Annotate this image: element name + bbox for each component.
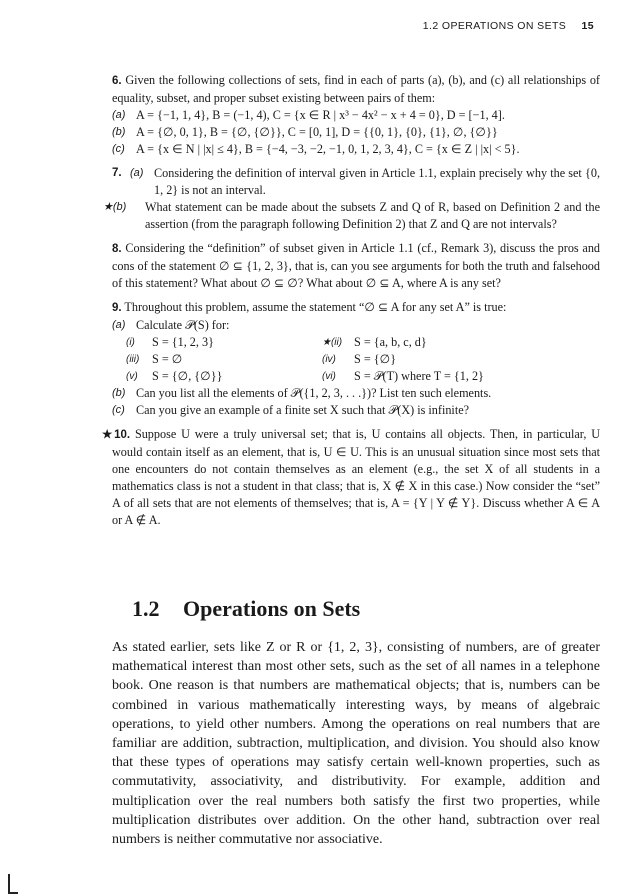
section-heading (132, 596, 360, 622)
exercise-text: Given the following collections of sets, find in each of parts (a), (b), and (c) all relationships of equality, subset, and proper subset existing between pairs of them: (112, 73, 600, 105)
exercise-number: 9. (112, 302, 122, 314)
part-label: (a) (112, 109, 126, 121)
exercise-10 (102, 426, 601, 529)
subpart-label: (vi) (322, 371, 336, 382)
subpart-row (112, 351, 600, 368)
part-text: A = {x ∈ N | |x| ≤ 4}, B = {−4, −3, −2, −1, 0, 1, 2, 3, 4}, C = {x ∈ Z | |x| < 5}. (136, 142, 520, 156)
subpart-text: S = {1, 2, 3} (152, 335, 214, 349)
exercise-number: 8. (112, 243, 122, 255)
subpart-text: S = {∅} (354, 352, 397, 366)
subpart-text: S = {∅, {∅}} (152, 369, 223, 383)
exercise-list (102, 72, 601, 536)
part-text: Calculate 𝒫(S) for: (136, 318, 230, 332)
subpart-row (112, 334, 600, 351)
part-text: Can you list all the elements of 𝒫({1, 2, 3, . . .})? List ten such elements. (136, 386, 492, 400)
subpart-label: (iii) (126, 354, 140, 365)
page-number: 15 (581, 20, 594, 32)
crop-mark (8, 874, 10, 894)
exercise-number: 7. (112, 167, 122, 179)
exercise-part (103, 199, 600, 233)
part-text: Considering the definition of interval given in Article 1.1, explain precisely why the set {0, 1, 2} is not an interval. (154, 166, 600, 197)
exercise-6 (112, 72, 600, 158)
exercise-8 (112, 240, 600, 292)
body-paragraph: As stated earlier, sets like Z or R or {1, 2, 3}, consisting of numbers, are of greater mathematical interest than most other sets, such as the set of all names in a telephone book. One reason is that numbers are mathematical objects; that is, numbers can be combined in various mathematically interesting ways, by means of algebraic operations, to yield other numbers. Among the operations on real numbers that are familiar are addition, subtraction, multiplication, and division. You should also know that these types of operations may satisfy certain well-known properties, such as commutativity, associativity, and distributivity. For example, addition and multiplication over the real numbers both satisfy the first two properties, while multiplication distributes over addition. On the other hand, subtraction over real numbers is neither commutative nor associative. (112, 640, 600, 848)
subpart-label: (i) (126, 337, 135, 348)
part-text: A = {−1, 1, 4}, B = (−1, 4), C = {x ∈ R | x³ − 4x² − x + 4 = 0}, D = [−1, 4]. (136, 108, 505, 122)
part-text: A = {∅, 0, 1}, B = {∅, {∅}}, C = [0, 1], D = {{0, 1}, {0}, {1}, ∅, {∅}} (136, 125, 498, 139)
part-label: (b) (112, 126, 126, 138)
exercise-part (112, 141, 600, 158)
exercise-part (112, 124, 600, 141)
exercise-part (112, 317, 600, 334)
part-label: (b) (112, 387, 126, 399)
header-section: 1.2 OPERATIONS ON SETS (422, 20, 567, 32)
subpart-label: (iv) (322, 354, 336, 365)
subpart-label: ★(ii) (322, 337, 343, 348)
exercise-text: Suppose U were a truly universal set; that is, U contains all objects. Then, in particular, U would contain itself as an element, that is, U ∈ U. This is an unusual situation since most sets that one encounters do not contain themselves as an element (e.g., the set X of all students in a mathematics class is not a student in that class; that is, X ∉ X in this case.) Now consider the “set” A of all sets that are not elements of themselves; that is, A = {Y | Y ∉ Y}. Discuss whether A ∈ A or A ∉ A. (112, 427, 601, 527)
part-label: (a) (130, 167, 144, 179)
exercise-part (112, 165, 600, 199)
subpart-text: S = ∅ (152, 352, 183, 366)
exercise-9 (112, 299, 600, 419)
exercise-number: ★10. (102, 429, 131, 441)
section-number: 1.2 (132, 596, 160, 621)
part-text: What statement can be made about the subsets Z and Q of R, based on Definition 2 and the assertion (from the paragraph following Definition 2) that Z and Q are not intervals? (145, 200, 600, 231)
section-title: Operations on Sets (183, 596, 361, 621)
exercise-part (112, 402, 600, 419)
exercise-part (112, 107, 600, 124)
subpart-row (112, 368, 600, 385)
exercise-text: Throughout this problem, assume the statement “∅ ⊆ A for any set A” is true: (124, 300, 507, 314)
running-header (423, 20, 594, 32)
part-label: (a) (112, 319, 126, 331)
part-label: (c) (112, 143, 125, 155)
exercise-text: Considering the “definition” of subset given in Article 1.1 (cf., Remark 3), discuss the pros and cons of the statement ∅ ⊆ {1, 2, 3}, that is, can you see arguments for both the truth and falsehood of this statement? What about ∅ ⊆ ∅? What about ∅ ⊆ A, where A is any set? (112, 241, 601, 290)
part-label: (c) (112, 404, 125, 416)
exercise-part (112, 385, 600, 402)
exercise-7 (103, 165, 600, 233)
part-text: Can you give an example of a finite set X such that 𝒫(X) is infinite? (136, 403, 470, 417)
subpart-label: (v) (126, 371, 138, 382)
part-label: ★(b) (103, 201, 127, 213)
exercise-number: 6. (112, 75, 122, 87)
crop-mark (8, 892, 18, 894)
subpart-text: S = 𝒫(T) where T = {1, 2} (354, 369, 484, 383)
subpart-text: S = {a, b, c, d} (354, 335, 427, 349)
